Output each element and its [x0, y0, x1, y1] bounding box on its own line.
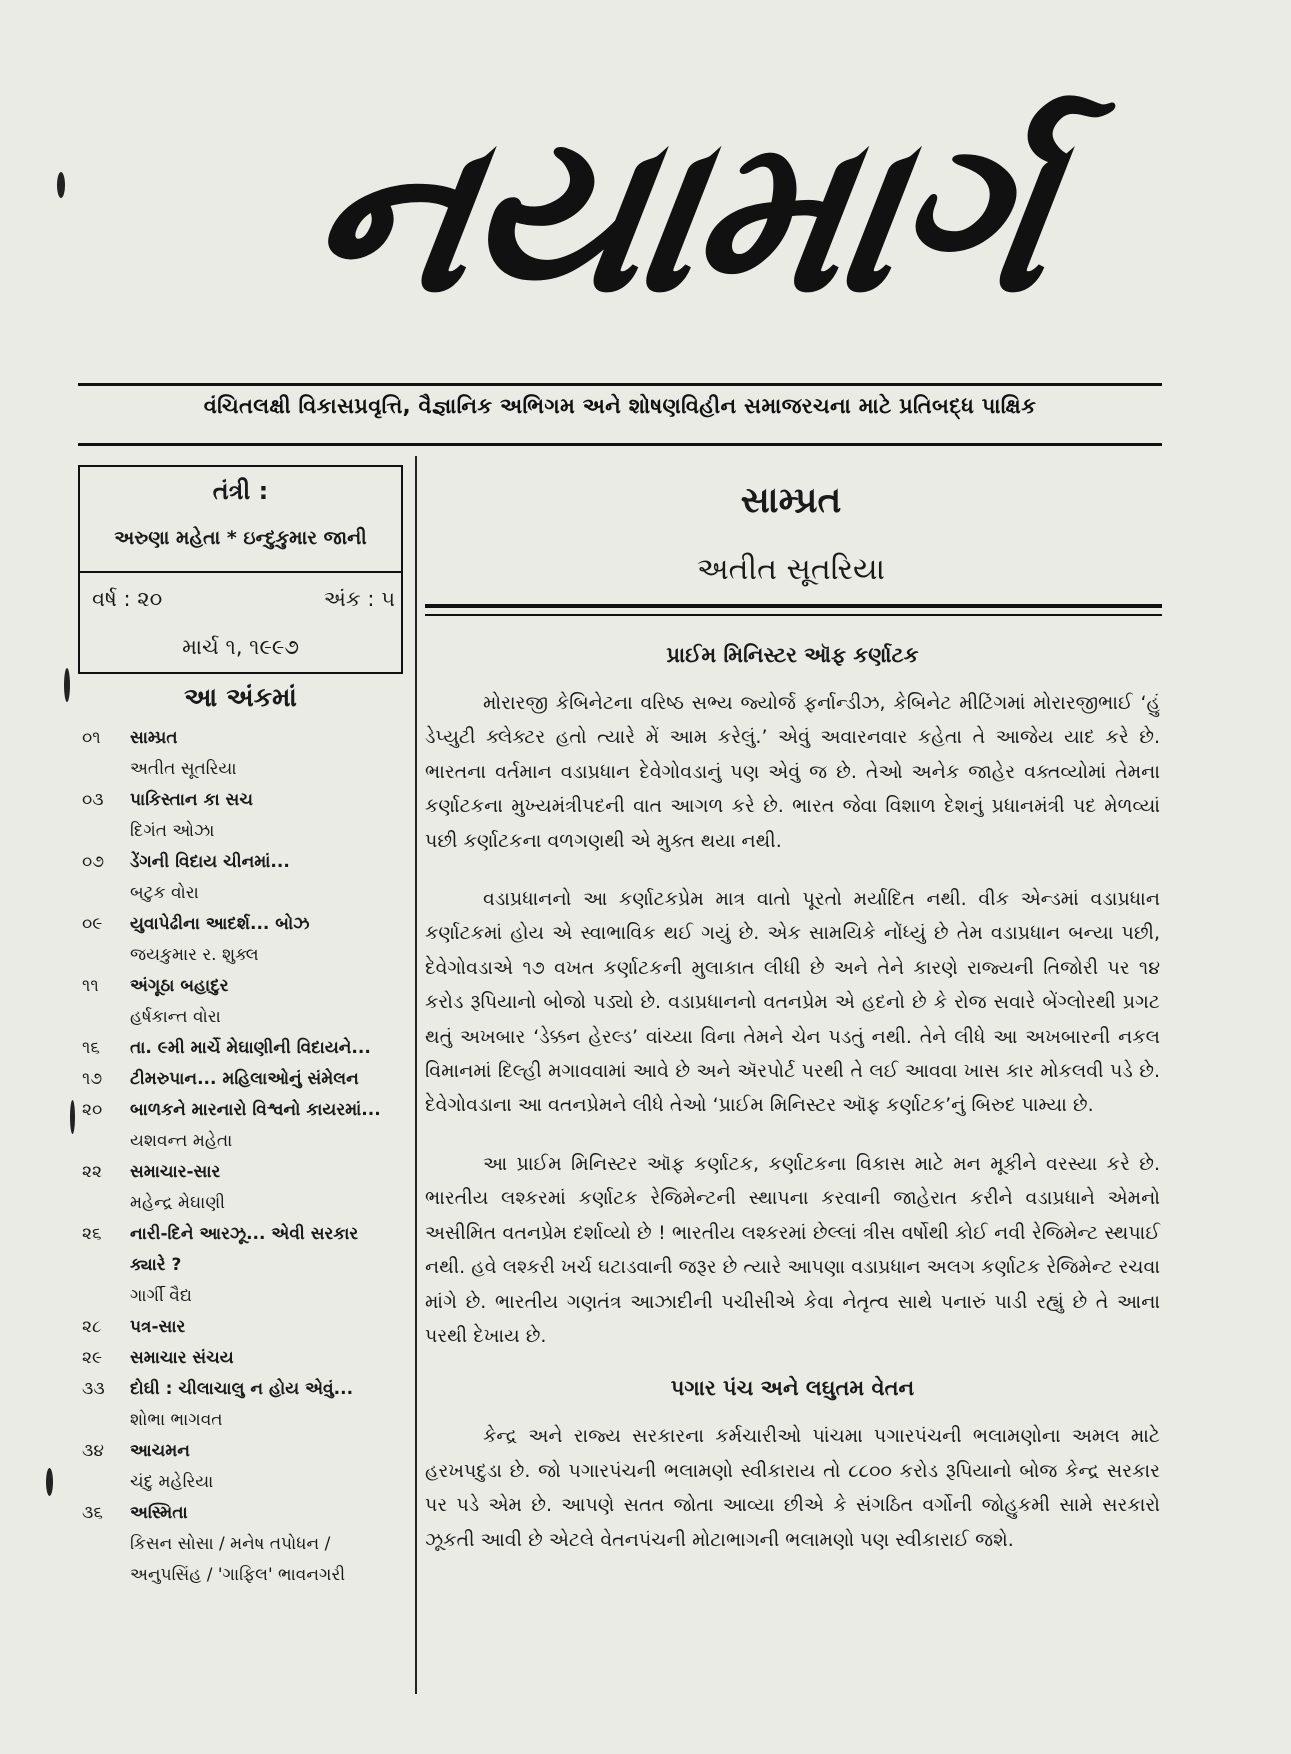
sidebar-divider — [78, 672, 403, 674]
toc-page: ૦૭ — [82, 852, 105, 872]
toc-author: અનુપસિંહ / 'ગાફિલ' ભાવનગરી — [130, 1565, 346, 1585]
toc-author: શોભા ભાગવત — [130, 1410, 223, 1430]
contents-heading: આ અંકમાં — [184, 683, 297, 713]
double-rule-bottom — [425, 614, 1162, 616]
toc-title: ડેંગની વિદાય ચીનમાં... — [130, 852, 290, 872]
masthead — [0, 85, 1291, 385]
toc-page: ૦૩ — [82, 790, 104, 810]
toc-page: ૧૭ — [82, 1069, 103, 1089]
article-subheading: પ્રાઈમ મિનિસ્ટર ઑફ કર્ણાટક — [666, 643, 919, 667]
table-of-contents — [78, 723, 408, 1591]
sidebar — [78, 465, 403, 1695]
issue-number: અંક : ૫ — [323, 587, 395, 611]
list-item[interactable] — [78, 1064, 408, 1095]
list-item[interactable] — [78, 1374, 408, 1436]
toc-author: કિસન સોસા / મનેષ તપોધન / — [130, 1534, 331, 1554]
article-subheading: પગાર પંચ અને લઘુતમ વેતન — [670, 1376, 915, 1401]
toc-author: ગાર્ગી વૈદ્ય — [130, 1286, 192, 1306]
scan-speck — [70, 1100, 75, 1134]
list-item[interactable] — [78, 1343, 408, 1374]
toc-author: બટુક વોરા — [130, 883, 199, 903]
toc-author: અતીત સૂતરિયા — [130, 759, 237, 779]
toc-author: દિગંત ઓઝા — [130, 821, 215, 841]
list-item[interactable] — [78, 1498, 408, 1591]
list-item[interactable] — [78, 1157, 408, 1219]
toc-author: ચંદુ મહેરિયા — [130, 1472, 214, 1492]
toc-title: ટીમરુપાન... મહિલાઓનું સંમેલન — [130, 1069, 359, 1089]
toc-page: ૩૩ — [82, 1379, 105, 1399]
toc-title: બાળકને મારનારો વિશ્વનો કાયરમાં... — [130, 1100, 381, 1120]
list-item[interactable] — [78, 1219, 408, 1312]
toc-page: ૧૧ — [82, 976, 99, 996]
toc-page: ૩૪ — [82, 1441, 104, 1461]
article-paragraph: મોરારજી કેબિનેટના વરિષ્ઠ સભ્ય જ્યોર્જ ફર્નાન્ડીઝ, કેબિનેટ મીટિંગમાં મોરારજીભાઈ ‘હું ડેપ્યુટી ક્લેક્ટર હતો ત્યારે મેં આમ કરેલું.’ એવું અવારનવાર કહેતા તે આજેય યાદ કરે છે. ભારતના વર્તમાન વડાપ્રધાન દેવેગોવડાનું પણ એવું જ છે. તેઓ અનેક જાહેર વક્તવ્યોમાં તેમના કર્ણાટકના મુખ્યમંત્રીપદની વાત આગળ કરે છે. ભારત જેવા વિશાળ દેશનું પ્રધાનમંત્રી પદ મેળવ્યાં પછી કર્ણાટકના વળગણથી એ મુક્ત થયા નથી. — [425, 692, 1160, 852]
list-item[interactable] — [78, 847, 408, 909]
toc-title: અસ્મિતા — [130, 1503, 188, 1523]
toc-title: સમાચાર સંચય — [130, 1348, 234, 1368]
list-item[interactable] — [78, 723, 408, 785]
list-item[interactable] — [78, 1033, 408, 1064]
toc-title: આચમન — [130, 1441, 190, 1461]
toc-title: સમાચાર-સાર — [130, 1162, 221, 1182]
toc-author: યશવન્ત મહેતા — [130, 1131, 233, 1151]
toc-page: ૨૮ — [82, 1317, 102, 1337]
toc-author: મહેન્દ્ર મેઘાણી — [130, 1193, 226, 1213]
magazine-logo: નયામાર્ગ — [295, 89, 1066, 340]
editors: અરુણા મહેતા * ઇન્દુકુમાર જાની — [114, 527, 367, 549]
toc-page: ૦૯ — [82, 914, 103, 934]
article-paragraph: કેન્દ્ર અને રાજ્ય સરકારના કર્મચારીઓ પાંચમા પગારપંચની ભલામણોના અમલ માટે હરખપદુડા છે. જો પગારપંચની ભલામણો સ્વીકારાય તો ૮૮૦૦ કરોડ રૂપિયાનો બોજ કેન્દ્ર સરકાર પર પડે એમ છે. આપણે સતત જોતા આવ્યા છીએ કે સંગઠિત વર્ગોની જોહુકમી સામે સરકારો ઝૂકતી આવી છે એટલે વેતનપંચની મોટાભાગની ભલામણો પણ સ્વીકારાઈ જશે. — [425, 1425, 1160, 1551]
toc-author: હર્ષકાન્ત વોરા — [130, 1007, 221, 1027]
toc-page: ૨૬ — [82, 1224, 102, 1244]
toc-page: ૨૯ — [82, 1348, 103, 1368]
toc-page: ૦૧ — [82, 728, 101, 748]
toc-title: યુવાપેઢીના આદર્શ... બોઝ — [130, 914, 310, 934]
article-paragraph: વડાપ્રધાનનો આ કર્ણાટકપ્રેમ માત્ર વાતો પૂરતો મર્યાદિત નથી. વીક એન્ડમાં વડાપ્રધાન કર્ણાટકમાં હોય એ સ્વાભાવિક થઈ ગયું છે. એક સામયિકે નોંધ્યું છે તેમ વડાપ્રધાન બન્યા પછી, દેવેગોવડાએ ૧૭ વખત કર્ણાટકની મુલાકાત લીધી છે અને તેને કારણે રાજ્યની તિજોરી પર ૧૪ કરોડ રૂપિયાનો બોજો પડ્યો છે. વડાપ્રધાનનો વતનપ્રેમ એ હદનો છે કે રોજ સવારે બેંગ્લોરથી પ્રગટ થતું અખબાર ‘ડેક્કન હેરલ્ડ’ વાંચ્યા વિના તેમને ચેન પડતું નથી. તેને લીધે આ અખબારની નકલ વિમાનમાં દિલ્હી મગાવવામાં આવે છે અને ઍરપોર્ટ પરથી તે લઈ આવવા ખાસ કાર મોકલવી પડે છે. દેવેગોવડાના આ વતનપ્રેમને લીધે તેઓ ‘પ્રાઈમ મિનિસ્ટર ઑફ કર્ણાટક’નું બિરુદ પામ્યા છે. — [425, 888, 1160, 1117]
toc-page: ૧૬ — [82, 1038, 100, 1058]
toc-page: ૩૬ — [82, 1503, 103, 1523]
toc-page: ૨૦ — [82, 1100, 103, 1120]
column-divider — [415, 456, 417, 1694]
toc-title: સામ્પ્રત — [130, 728, 178, 748]
list-item[interactable] — [78, 1436, 408, 1498]
scan-speck — [64, 668, 70, 702]
tagline: વંચિતલક્ષી વિકાસપ્રવૃત્તિ, વૈજ્ઞાનિક અભિગમ અને શોષણવિહીન સમાજરચના માટે પ્રતિબદ્ધ પાક્ષિક — [203, 394, 1037, 418]
toc-title: તા. ૯મી માર્ચે મેઘાણીની વિદાયને... — [130, 1038, 371, 1058]
toc-title: પાકિસ્તાન કા સચ — [130, 790, 253, 810]
article-body — [425, 638, 1160, 1581]
list-item[interactable] — [78, 909, 408, 971]
toc-page: ૨૨ — [82, 1162, 102, 1182]
toc-title: નારી-દિને આરઝૂ... એવી સરકાર — [130, 1224, 359, 1244]
list-item[interactable] — [78, 971, 408, 1033]
toc-title: અંગૂઠા બહાદુર — [130, 976, 229, 996]
scan-speck — [57, 172, 65, 198]
list-item[interactable] — [78, 785, 408, 847]
volume: વર્ષ : ૨૦ — [92, 587, 163, 611]
double-rule-top — [425, 604, 1162, 608]
article-paragraph: આ પ્રાઈમ મિનિસ્ટર ઑફ કર્ણાટક, કર્ણાટકના વિકાસ માટે મન મૂકીને વરસ્યા કરે છે. ભારતીય લશ્કરમાં કર્ણાટક રેજિમેન્ટની સ્થાપના કરવાની જાહેરાત કરીને વડાપ્રધાને એમનો અસીમિત વતનપ્રેમ દર્શાવ્યો છે ! ભારતીય લશ્કરમાં છેલ્લાં ત્રીસ વર્ષોથી કોઈ નવી રેજિમેન્ટ સ્થપાઈ નથી. હવે લશ્કરી ખર્ચ ઘટાડવાની જરૂર છે ત્યારે આપણા વડાપ્રધાન અલગ કર્ણાટક રેજિમેન્ટ રચવા માંગે છે. ભારતીય ગણતંત્ર આઝાદીની પચીસીએ કેવા નેતૃત્વ સાથે પનારું પાડી રહ્યું છે તે આના પરથી દેખાય છે. — [425, 1152, 1160, 1347]
list-item[interactable] — [78, 1312, 408, 1343]
toc-author: જયકુમાર ર. શુક્લ — [130, 945, 259, 965]
scan-speck — [46, 1468, 53, 1496]
masthead-rule-bottom — [78, 443, 1162, 446]
list-item[interactable] — [78, 1095, 408, 1157]
toc-title: દોઘી : ચીલાચાલુ ન હોય એવું... — [130, 1379, 354, 1399]
issue-date: માર્ચ ૧, ૧૯૯૭ — [182, 635, 299, 659]
masthead-rule-top — [78, 383, 1162, 386]
article-author: અતીત સૂતરિયા — [697, 552, 885, 587]
toc-title: પત્ર-સાર — [130, 1317, 186, 1337]
editor-label: તંત્રી : — [212, 477, 269, 505]
toc-title-continued: ક્યારે ? — [130, 1255, 182, 1275]
sidebar-divider — [78, 571, 403, 573]
section-title: સામ્પ્રત — [740, 480, 842, 521]
